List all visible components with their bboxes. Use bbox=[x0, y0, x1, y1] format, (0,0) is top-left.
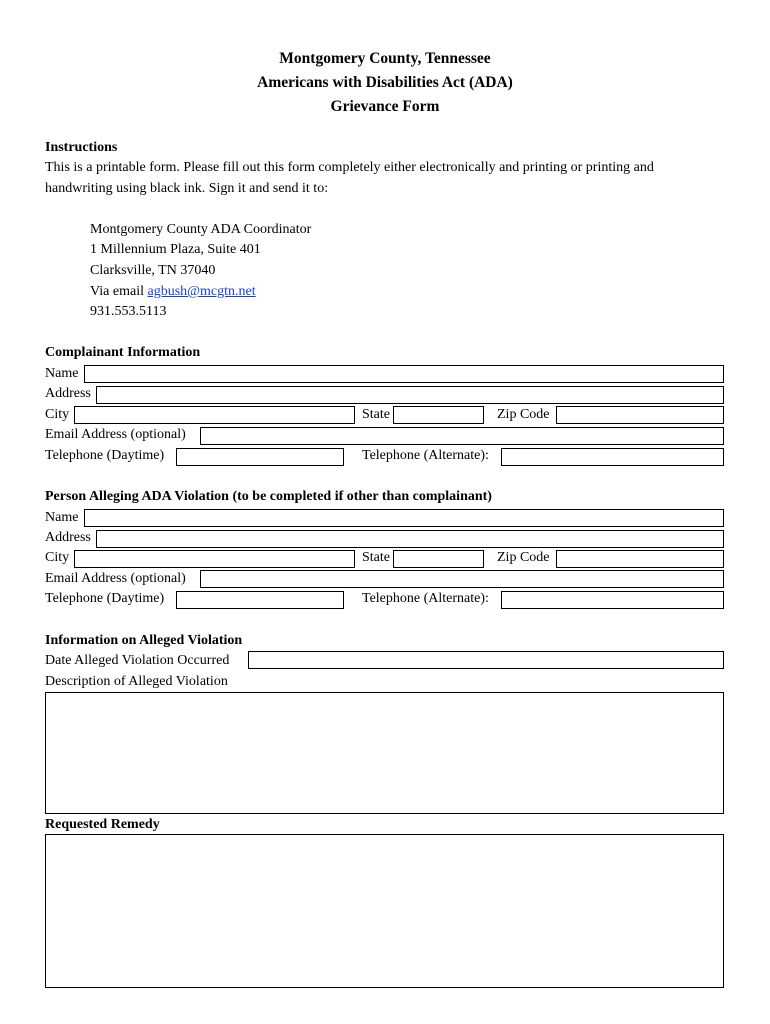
alleging-zip-field[interactable] bbox=[556, 550, 724, 568]
complainant-address-field[interactable] bbox=[96, 386, 724, 404]
alleging-state-field[interactable] bbox=[393, 550, 484, 568]
contact-address2: Clarksville, TN 37040 bbox=[90, 263, 216, 278]
remedy-textarea[interactable] bbox=[45, 834, 724, 988]
complainant-tel-alt-field[interactable] bbox=[501, 448, 724, 466]
alleging-tel-alt-label: Telephone (Alternate): bbox=[362, 591, 489, 606]
alleging-city-label: City bbox=[45, 550, 70, 565]
complainant-tel-alt-label: Telephone (Alternate): bbox=[362, 448, 489, 463]
complainant-tel-day-label: Telephone (Daytime) bbox=[45, 448, 165, 463]
alleging-address-label: Address bbox=[45, 530, 91, 545]
contact-address1: 1 Millennium Plaza, Suite 401 bbox=[90, 242, 261, 257]
contact-name: Montgomery County ADA Coordinator bbox=[90, 222, 312, 237]
alleging-tel-alt-field[interactable] bbox=[501, 591, 724, 609]
form-title-line3: Grievance Form bbox=[330, 98, 440, 115]
alleging-heading: Person Alleging ADA Violation (to be completed if other than complainant) bbox=[45, 489, 492, 504]
remedy-heading: Requested Remedy bbox=[45, 817, 160, 832]
instructions-heading: Instructions bbox=[45, 140, 118, 155]
complainant-state-label: State bbox=[362, 407, 390, 422]
alleging-address-field[interactable] bbox=[96, 530, 724, 548]
violation-date-label: Date Alleged Violation Occurred bbox=[45, 653, 230, 668]
violation-description-label: Description of Alleged Violation bbox=[45, 674, 228, 689]
complainant-zip-field[interactable] bbox=[556, 406, 724, 424]
contact-email-prefix: Via email bbox=[90, 284, 144, 299]
complainant-tel-day-field[interactable] bbox=[176, 448, 344, 466]
complainant-city-label: City bbox=[45, 407, 70, 422]
alleging-name-field[interactable] bbox=[84, 509, 724, 527]
violation-heading: Information on Alleged Violation bbox=[45, 633, 243, 648]
instructions-line2: handwriting using black ink. Sign it and send it to: bbox=[45, 181, 329, 196]
violation-date-field[interactable] bbox=[248, 651, 724, 669]
alleging-zip-label: Zip Code bbox=[497, 550, 550, 565]
alleging-email-label: Email Address (optional) bbox=[45, 571, 186, 586]
alleging-email-field[interactable] bbox=[200, 570, 724, 588]
instructions-line1: This is a printable form. Please fill out this form completely either electronically and printing or printing and bbox=[45, 160, 654, 175]
complainant-email-label: Email Address (optional) bbox=[45, 427, 186, 442]
violation-description-textarea[interactable] bbox=[45, 692, 724, 814]
complainant-city-field[interactable] bbox=[74, 406, 355, 424]
form-title-line1: Montgomery County, Tennessee bbox=[279, 50, 491, 67]
alleging-tel-day-field[interactable] bbox=[176, 591, 344, 609]
alleging-tel-day-label: Telephone (Daytime) bbox=[45, 591, 165, 606]
contact-phone: 931.553.5113 bbox=[90, 304, 167, 319]
complainant-address-label: Address bbox=[45, 386, 91, 401]
complainant-state-field[interactable] bbox=[393, 406, 484, 424]
alleging-city-field[interactable] bbox=[74, 550, 355, 568]
contact-email-line bbox=[90, 282, 256, 302]
complainant-name-label: Name bbox=[45, 366, 79, 381]
complainant-name-field[interactable] bbox=[84, 365, 724, 383]
complainant-heading: Complainant Information bbox=[45, 345, 201, 360]
complainant-email-field[interactable] bbox=[200, 427, 724, 445]
alleging-name-label: Name bbox=[45, 510, 79, 525]
contact-email-link[interactable]: agbush@mcgtn.net bbox=[147, 284, 256, 299]
complainant-zip-label: Zip Code bbox=[497, 407, 550, 422]
alleging-state-label: State bbox=[362, 550, 390, 565]
form-title-line2: Americans with Disabilities Act (ADA) bbox=[257, 74, 513, 91]
